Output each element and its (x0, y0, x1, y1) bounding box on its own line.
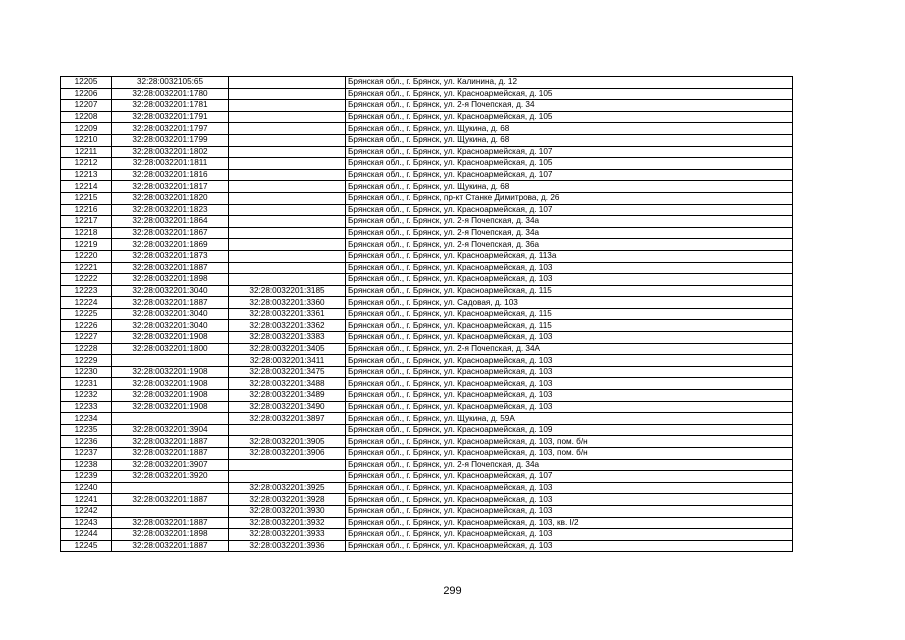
object-number-cell: 32:28:0032201:3475 (229, 366, 346, 378)
parcel-number-cell: 32:28:0032201:1908 (112, 401, 229, 413)
row-number-cell: 12214 (61, 181, 112, 193)
table-row (61, 227, 793, 239)
address-cell: Брянская обл., г. Брянск, ул. Красноармейская, д. 107 (346, 471, 793, 483)
address-cell: Брянская обл., г. Брянск, ул. Щукина, д. 68 (346, 123, 793, 135)
object-number-cell (229, 77, 346, 89)
table-row (61, 436, 793, 448)
row-number-cell: 12236 (61, 436, 112, 448)
address-cell: Брянская обл., г. Брянск, ул. Красноармейская, д. 103 (346, 529, 793, 541)
object-number-cell: 32:28:0032201:3933 (229, 529, 346, 541)
table-row (61, 146, 793, 158)
row-number-cell: 12228 (61, 343, 112, 355)
parcel-number-cell: 32:28:0032201:1820 (112, 192, 229, 204)
object-number-cell: 32:28:0032201:3936 (229, 540, 346, 552)
row-number-cell: 12207 (61, 100, 112, 112)
row-number-cell: 12216 (61, 204, 112, 216)
address-cell: Брянская обл., г. Брянск, ул. Красноармейская, д. 103 (346, 262, 793, 274)
parcel-number-cell: 32:28:0032201:3040 (112, 285, 229, 297)
address-cell: Брянская обл., г. Брянск, ул. 2-я Почепская, д. 34 (346, 100, 793, 112)
parcel-number-cell: 32:28:0032201:3907 (112, 459, 229, 471)
row-number-cell: 12237 (61, 448, 112, 460)
address-cell: Брянская обл., г. Брянск, ул. Красноармейская, д. 103 (346, 332, 793, 344)
parcel-number-cell: 32:28:0032201:1797 (112, 123, 229, 135)
object-number-cell (229, 134, 346, 146)
row-number-cell: 12219 (61, 239, 112, 251)
parcel-number-cell: 32:28:0032201:1887 (112, 448, 229, 460)
table-row (61, 88, 793, 100)
row-number-cell: 12242 (61, 505, 112, 517)
object-number-cell: 32:28:0032201:3925 (229, 482, 346, 494)
table-body (61, 77, 793, 552)
parcel-number-cell: 32:28:0032105:65 (112, 77, 229, 89)
address-cell: Брянская обл., г. Брянск, ул. Красноармейская, д. 115 (346, 320, 793, 332)
parcel-number-cell: 32:28:0032201:3040 (112, 308, 229, 320)
table-row (61, 77, 793, 89)
address-cell: Брянская обл., г. Брянск, ул. Красноармейская, д. 103 (346, 494, 793, 506)
address-cell: Брянская обл., г. Брянск, ул. Красноармейская, д. 103 (346, 482, 793, 494)
parcel-number-cell: 32:28:0032201:1802 (112, 146, 229, 158)
object-number-cell (229, 169, 346, 181)
address-cell: Брянская обл., г. Брянск, ул. Красноармейская, д. 105 (346, 158, 793, 170)
object-number-cell: 32:28:0032201:3411 (229, 355, 346, 367)
address-cell: Брянская обл., г. Брянск, ул. Красноармейская, д. 115 (346, 308, 793, 320)
address-cell: Брянская обл., г. Брянск, ул. Красноармейская, д. 109 (346, 424, 793, 436)
address-cell: Брянская обл., г. Брянск, ул. Красноармейская, д. 105 (346, 111, 793, 123)
address-cell: Брянская обл., г. Брянск, ул. Красноармейская, д. 103 (346, 505, 793, 517)
address-cell: Брянская обл., г. Брянск, ул. Красноармейская, д. 105 (346, 88, 793, 100)
parcel-number-cell (112, 482, 229, 494)
address-cell: Брянская обл., г. Брянск, ул. Красноармейская, д. 103 (346, 355, 793, 367)
table-row (61, 332, 793, 344)
row-number-cell: 12205 (61, 77, 112, 89)
address-cell: Брянская обл., г. Брянск, ул. Красноармейская, д. 103 (346, 401, 793, 413)
address-cell: Брянская обл., г. Брянск, ул. Красноармейская, д. 103 (346, 540, 793, 552)
table-row (61, 181, 793, 193)
parcel-number-cell: 32:28:0032201:3040 (112, 320, 229, 332)
row-number-cell: 12223 (61, 285, 112, 297)
page-number: 299 (443, 585, 462, 597)
table-row (61, 390, 793, 402)
parcel-number-cell: 32:28:0032201:1898 (112, 529, 229, 541)
object-number-cell: 32:28:0032201:3361 (229, 308, 346, 320)
address-cell: Брянская обл., г. Брянск, ул. 2-я Почепская, д. 36а (346, 239, 793, 251)
object-number-cell (229, 146, 346, 158)
row-number-cell: 12210 (61, 134, 112, 146)
row-number-cell: 12226 (61, 320, 112, 332)
row-number-cell: 12224 (61, 297, 112, 309)
object-number-cell (229, 204, 346, 216)
object-number-cell: 32:28:0032201:3905 (229, 436, 346, 448)
table-row (61, 111, 793, 123)
row-number-cell: 12212 (61, 158, 112, 170)
object-number-cell: 32:28:0032201:3360 (229, 297, 346, 309)
object-number-cell (229, 111, 346, 123)
table-row (61, 100, 793, 112)
address-cell: Брянская обл., г. Брянск, ул. Красноармейская, д. 107 (346, 146, 793, 158)
parcel-number-cell: 32:28:0032201:1887 (112, 517, 229, 529)
parcel-number-cell: 32:28:0032201:1799 (112, 134, 229, 146)
table-row (61, 459, 793, 471)
row-number-cell: 12208 (61, 111, 112, 123)
table-row (61, 517, 793, 529)
table-row (61, 158, 793, 170)
row-number-cell: 12232 (61, 390, 112, 402)
object-number-cell (229, 471, 346, 483)
row-number-cell: 12244 (61, 529, 112, 541)
parcel-number-cell: 32:28:0032201:1791 (112, 111, 229, 123)
row-number-cell: 12234 (61, 413, 112, 425)
table-row (61, 123, 793, 135)
parcel-number-cell: 32:28:0032201:1864 (112, 216, 229, 228)
table-row (61, 448, 793, 460)
table-row (61, 134, 793, 146)
table-row (61, 424, 793, 436)
address-cell: Брянская обл., г. Брянск, ул. Красноармейская, д. 103, пом. б/н (346, 436, 793, 448)
row-number-cell: 12222 (61, 274, 112, 286)
object-number-cell (229, 88, 346, 100)
row-number-cell: 12209 (61, 123, 112, 135)
table-row (61, 471, 793, 483)
object-number-cell (229, 123, 346, 135)
parcel-number-cell: 32:28:0032201:1811 (112, 158, 229, 170)
table-row (61, 343, 793, 355)
object-number-cell (229, 216, 346, 228)
object-number-cell (229, 100, 346, 112)
row-number-cell: 12231 (61, 378, 112, 390)
address-cell: Брянская обл., г. Брянск, ул. Красноармейская, д. 103 (346, 378, 793, 390)
object-number-cell (229, 158, 346, 170)
table-row (61, 378, 793, 390)
address-cell: Брянская обл., г. Брянск, пр-кт Станке Димитрова, д. 26 (346, 192, 793, 204)
address-cell: Брянская обл., г. Брянск, ул. 2-я Почепская, д. 34А (346, 343, 793, 355)
address-cell: Брянская обл., г. Брянск, ул. Красноармейская, д. 103, пом. б/н (346, 448, 793, 460)
address-cell: Брянская обл., г. Брянск, ул. 2-я Почепская, д. 34а (346, 459, 793, 471)
parcel-number-cell: 32:28:0032201:3920 (112, 471, 229, 483)
table-row (61, 308, 793, 320)
object-number-cell (229, 250, 346, 262)
object-number-cell: 32:28:0032201:3490 (229, 401, 346, 413)
table-row (61, 204, 793, 216)
parcel-number-cell (112, 413, 229, 425)
row-number-cell: 12230 (61, 366, 112, 378)
table-row (61, 413, 793, 425)
table-row (61, 250, 793, 262)
row-number-cell: 12227 (61, 332, 112, 344)
parcel-number-cell: 32:28:0032201:1908 (112, 378, 229, 390)
table-row (61, 285, 793, 297)
row-number-cell: 12245 (61, 540, 112, 552)
address-cell: Брянская обл., г. Брянск, ул. Щукина, д. 59А (346, 413, 793, 425)
address-cell: Брянская обл., г. Брянск, ул. Щукина, д. 68 (346, 134, 793, 146)
parcel-number-cell: 32:28:0032201:1887 (112, 297, 229, 309)
table-row (61, 505, 793, 517)
row-number-cell: 12235 (61, 424, 112, 436)
address-cell: Брянская обл., г. Брянск, ул. 2-я Почепская, д. 34а (346, 216, 793, 228)
address-cell: Брянская обл., г. Брянск, ул. Щукина, д. 68 (346, 181, 793, 193)
parcel-number-cell: 32:28:0032201:1781 (112, 100, 229, 112)
address-cell: Брянская обл., г. Брянск, ул. Красноармейская, д. 107 (346, 169, 793, 181)
address-cell: Брянская обл., г. Брянск, ул. Красноармейская, д. 103 (346, 366, 793, 378)
table-row (61, 355, 793, 367)
table-row (61, 274, 793, 286)
row-number-cell: 12217 (61, 216, 112, 228)
parcel-number-cell: 32:28:0032201:3904 (112, 424, 229, 436)
row-number-cell: 12243 (61, 517, 112, 529)
parcel-number-cell: 32:28:0032201:1873 (112, 250, 229, 262)
address-cell: Брянская обл., г. Брянск, ул. Красноармейская, д. 113а (346, 250, 793, 262)
parcel-number-cell: 32:28:0032201:1898 (112, 274, 229, 286)
address-cell: Брянская обл., г. Брянск, ул. Красноармейская, д. 103, кв. I/2 (346, 517, 793, 529)
object-number-cell (229, 227, 346, 239)
row-number-cell: 12218 (61, 227, 112, 239)
table-row (61, 216, 793, 228)
parcel-number-cell: 32:28:0032201:1800 (112, 343, 229, 355)
table-row (61, 320, 793, 332)
object-number-cell: 32:28:0032201:3383 (229, 332, 346, 344)
object-number-cell: 32:28:0032201:3932 (229, 517, 346, 529)
parcel-number-cell: 32:28:0032201:1908 (112, 390, 229, 402)
parcel-number-cell (112, 505, 229, 517)
object-number-cell: 32:28:0032201:3930 (229, 505, 346, 517)
object-number-cell (229, 192, 346, 204)
row-number-cell: 12221 (61, 262, 112, 274)
parcel-number-cell: 32:28:0032201:1816 (112, 169, 229, 181)
row-number-cell: 12225 (61, 308, 112, 320)
row-number-cell: 12229 (61, 355, 112, 367)
row-number-cell: 12238 (61, 459, 112, 471)
parcel-number-cell: 32:28:0032201:1823 (112, 204, 229, 216)
address-cell: Брянская обл., г. Брянск, ул. Красноармейская, д. 115 (346, 285, 793, 297)
address-cell: Брянская обл., г. Брянск, ул. Красноармейская, д. 103 (346, 390, 793, 402)
parcel-number-cell: 32:28:0032201:1908 (112, 332, 229, 344)
parcel-number-cell: 32:28:0032201:1867 (112, 227, 229, 239)
row-number-cell: 12211 (61, 146, 112, 158)
address-cell: Брянская обл., г. Брянск, ул. 2-я Почепская, д. 34а (346, 227, 793, 239)
parcel-number-cell: 32:28:0032201:1869 (112, 239, 229, 251)
table-row (61, 262, 793, 274)
object-number-cell: 32:28:0032201:3489 (229, 390, 346, 402)
parcel-number-cell: 32:28:0032201:1887 (112, 436, 229, 448)
address-cell: Брянская обл., г. Брянск, ул. Красноармейская, д. 103 (346, 274, 793, 286)
table-row (61, 482, 793, 494)
object-number-cell: 32:28:0032201:3928 (229, 494, 346, 506)
table-row (61, 192, 793, 204)
row-number-cell: 12240 (61, 482, 112, 494)
row-number-cell: 12213 (61, 169, 112, 181)
parcel-number-cell: 32:28:0032201:1887 (112, 494, 229, 506)
object-number-cell (229, 262, 346, 274)
object-number-cell: 32:28:0032201:3488 (229, 378, 346, 390)
address-cell: Брянская обл., г. Брянск, ул. Красноармейская, д. 107 (346, 204, 793, 216)
table-row (61, 169, 793, 181)
address-cell: Брянская обл., г. Брянск, ул. Садовая, д. 103 (346, 297, 793, 309)
object-number-cell (229, 181, 346, 193)
table-row (61, 540, 793, 552)
object-number-cell: 32:28:0032201:3405 (229, 343, 346, 355)
row-number-cell: 12215 (61, 192, 112, 204)
parcel-number-cell: 32:28:0032201:1780 (112, 88, 229, 100)
object-number-cell (229, 274, 346, 286)
object-number-cell (229, 459, 346, 471)
row-number-cell: 12233 (61, 401, 112, 413)
address-cell: Брянская обл., г. Брянск, ул. Калинина, д. 12 (346, 77, 793, 89)
table-row (61, 529, 793, 541)
parcel-number-cell: 32:28:0032201:1908 (112, 366, 229, 378)
table-row (61, 401, 793, 413)
parcel-number-cell: 32:28:0032201:1817 (112, 181, 229, 193)
registry-table (60, 76, 793, 552)
object-number-cell: 32:28:0032201:3185 (229, 285, 346, 297)
table-row (61, 239, 793, 251)
parcel-number-cell: 32:28:0032201:1887 (112, 262, 229, 274)
table-row (61, 494, 793, 506)
row-number-cell: 12206 (61, 88, 112, 100)
parcel-number-cell: 32:28:0032201:1887 (112, 540, 229, 552)
object-number-cell (229, 424, 346, 436)
object-number-cell: 32:28:0032201:3906 (229, 448, 346, 460)
object-number-cell: 32:28:0032201:3362 (229, 320, 346, 332)
row-number-cell: 12220 (61, 250, 112, 262)
row-number-cell: 12241 (61, 494, 112, 506)
object-number-cell (229, 239, 346, 251)
row-number-cell: 12239 (61, 471, 112, 483)
table-row (61, 297, 793, 309)
table-row (61, 366, 793, 378)
parcel-number-cell (112, 355, 229, 367)
object-number-cell: 32:28:0032201:3897 (229, 413, 346, 425)
